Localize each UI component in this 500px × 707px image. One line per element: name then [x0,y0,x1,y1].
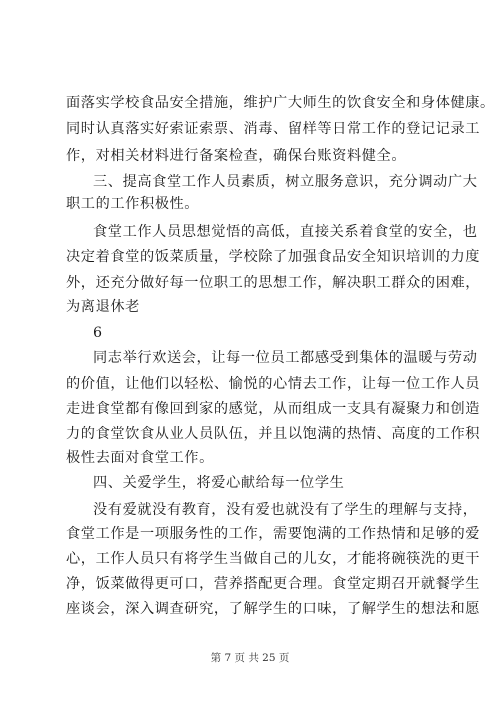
section-heading-line: 四、关爱学生，将爱心献给每一位学生 [93,475,345,491]
section-heading-line: 职工的工作积极性。 [66,196,200,212]
text-line: 心，工作人员只有将学生当做自己的儿女，才能将碗筷洗的更干 [66,551,481,567]
page-break-number: 6 [93,325,103,341]
text-line: 面落实学校食品安全措施，维护广大师生的饮食安全和身体健康。 [66,95,495,111]
text-line: 座谈会，深入调查研究，了解学生的口味，了解学生的想法和愿 [66,601,481,617]
text-line: 没有爱就没有教育，没有爱也就没有了学生的理解与支持， [93,502,478,518]
text-line: 力的食堂饮食从业人员队伍，并且以饱满的热情、高度的工作积 [66,426,481,442]
text-line: 走进食堂都有像回到家的感觉，从而组成一支具有凝聚力和创造 [66,401,481,417]
text-line: 同志举行欢送会，让每一位员工都感受到集体的温暖与劳动 [93,350,478,366]
text-line: 食堂工作是一项服务性的工作，需要饱满的工作热情和足够的爱 [66,526,481,542]
text-line: 净，饭菜做得更可口，营养搭配更合理。食堂定期召开就餐学生 [66,576,481,592]
text-line: 极性去面对食堂工作。 [66,450,214,466]
section-heading-line: 三、提高食堂工作人员素质，树立服务意识，充分调动广大 [93,174,478,190]
text-line: 食堂工作人员思想觉悟的高低，直接关系着食堂的安全，也 [93,224,478,240]
text-line: 作，对相关材料进行备案检查，确保台账资料健全。 [66,148,407,164]
text-line: 决定着食堂的饭菜质量，学校除了加强食品安全知识培训的力度 [66,249,481,265]
text-line: 外，还充分做好每一位职工的思想工作，解决职工群众的困难， [66,275,481,291]
text-line: 同时认真落实好索证索票、消毒、留样等日常工作的登记记录工 [66,121,481,137]
text-line: 的价值，让他们以轻松、愉悦的心情去工作，让每一位工作人员 [66,376,481,392]
text-line: 为离退休老 [66,299,140,315]
page-footer: 第 7 页 共 25 页 [210,652,290,664]
